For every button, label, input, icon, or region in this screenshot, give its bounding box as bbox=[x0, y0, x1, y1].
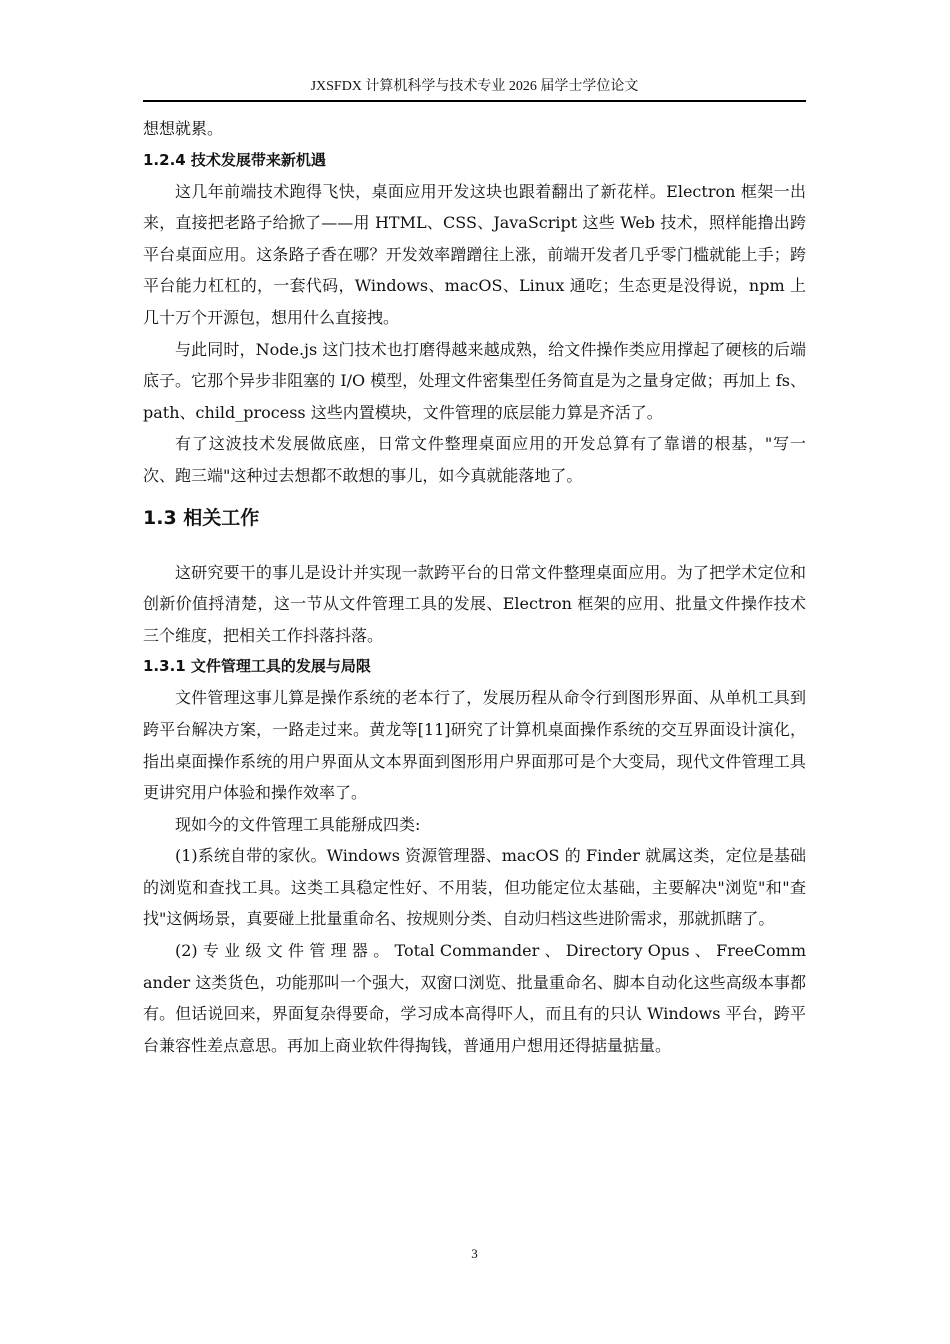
section-heading-1-2-4: 1.2.4 技术发展带来新机遇 bbox=[143, 150, 326, 169]
paragraph: 现如今的文件管理工具能掰成四类: bbox=[175, 814, 421, 834]
page-number: 3 bbox=[471, 1246, 478, 1261]
page-body bbox=[143, 113, 806, 1061]
list-item-paragraph: (1)系统自带的家伙。Windows 资源管理器、macOS 的 Finder 就属这类，定位是基础的浏览和查找工具。这类工具稳定性好、不用装，但功能定位太基础，主要解决"浏览"和"查找"这俩场景，真要碰上批量重命名、按规则分类、自动归档这些进阶需求，那就抓瞎了。 bbox=[143, 846, 806, 929]
section-heading-1-3: 1.3 相关工作 bbox=[143, 506, 260, 529]
paragraph: 文件管理这事儿算是操作系统的老本行了，发展历程从命令行到图形界面、从单机工具到跨平台解决方案，一路走过来。黄龙等[11]研究了计算机桌面操作系统的交互界面设计演化，指出桌面操作系统的用户界面从文本界面到图形用户界面那可是个大变局，现代文件管理工具更讲究用户体验和操作效率了。 bbox=[143, 688, 806, 803]
running-header: JXSFDX 计算机科学与技术专业 2026 届学士学位论文 bbox=[310, 79, 639, 94]
paragraph: 这研究要干的事儿是设计并实现一款跨平台的日常文件整理桌面应用。为了把学术定位和创新价值捋清楚，这一节从文件管理工具的发展、Electron 框架的应用、批量文件操作技术三个维度，把相关工作抖落抖落。 bbox=[143, 562, 806, 645]
continued-paragraph: 想想就累。 bbox=[143, 119, 224, 138]
paragraph: 这几年前端技术跑得飞快，桌面应用开发这块也跟着翻出了新花样。Electron 框架一出来，直接把老路子给掀了——用 HTML、CSS、JavaScript 这些 Web 技术，照样能撸出跨平台桌面应用。这条路子香在哪？开发效率蹭蹭往上涨，前端开发者几乎零门槛就能上手；跨平台能力杠杠的，一套代码，Windows、macOS、Linux 通吃；生态更是没得说，npm 上几十万个开源包，想用什么直接拽。 bbox=[143, 181, 806, 327]
paragraph: 有了这波技术发展做底座，日常文件整理桌面应用的开发总算有了靠谱的根基，"写一次、跑三端"这种过去想都不敢想的事儿，如今真就能落地了。 bbox=[143, 434, 806, 485]
section-heading-1-3-1: 1.3.1 文件管理工具的发展与局限 bbox=[143, 657, 371, 676]
list-item-paragraph: (2) 专 业 级 文 件 管 理 器 。 Total Commander 、 Directory Opus 、 FreeCommander 这类货色，功能那叫一个强大，双窗口浏览、批量重命名、脚本自动化这些高级本事都有。但话说回来，界面复杂得要命，学习成本高得吓人，而且有的只认 Windows 平台，跨平台兼容性差点意思。再加上商业软件得掏钱，普通用户想用还得掂量掂量。 bbox=[143, 941, 806, 1055]
header-rule bbox=[143, 100, 806, 102]
paragraph: 与此同时，Node.js 这门技术也打磨得越来越成熟，给文件操作类应用撑起了硬核的后端底子。它那个异步非阻塞的 I/O 模型，处理文件密集型任务简直是为之量身定做；再加上 fs、path、child_process 这些内置模块，文件管理的底层能力算是齐活了。 bbox=[143, 339, 806, 422]
